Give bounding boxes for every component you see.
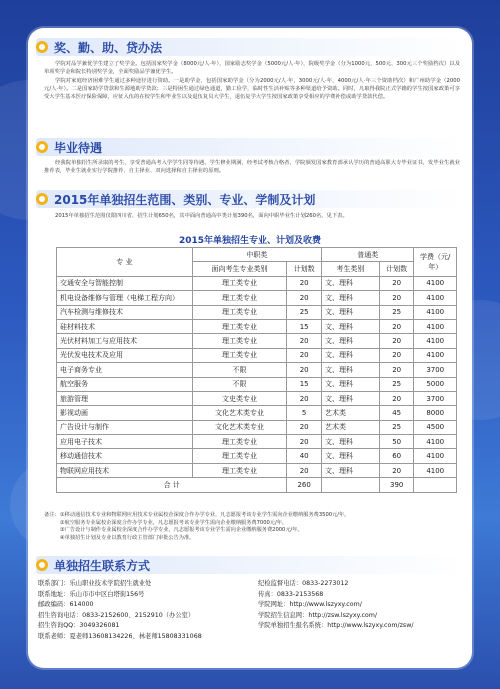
cell-voc-plan: 20: [287, 348, 322, 362]
note-item: 备注: ①移动通信技术专业和物联网应用技术专业属校企深度合作办学专业，凡志愿报考该专业学生需向企业缴纳服务费3500元/年。: [44, 512, 350, 518]
contact-department: 联系部门：乐山职业技术学院招生就业处: [38, 580, 152, 587]
cell-category: 理工类专业: [192, 334, 287, 348]
section-title-plan: 2015年单独招生范围、类别、专业、学制及计划: [36, 190, 315, 208]
contact-fax: 传真：0833-2153568: [258, 590, 324, 598]
cell-gen-plan: 20: [379, 363, 414, 377]
cell-subject: 文、理科: [321, 449, 379, 463]
total-voc-plan: 260: [287, 478, 322, 492]
cell-fee: 4100: [414, 334, 457, 348]
header-major: 专 业: [57, 248, 193, 277]
cell-subject: 艺术类: [321, 420, 379, 434]
cell-gen-plan: 20: [379, 291, 414, 305]
table-row: [57, 391, 457, 405]
cell-subject: 文、理科: [321, 319, 379, 333]
cell-category: 理工类专业: [192, 305, 287, 319]
bullet-icon: [36, 41, 48, 53]
note-item: ④单独招生计划及专业以教育行政主管部门审批公告为准。: [60, 534, 195, 541]
table-row: [57, 363, 457, 377]
cell-gen-plan: 20: [379, 391, 414, 405]
cell-voc-plan: 20: [287, 435, 322, 449]
contact-qq: 招生咨询QQ：3049326081: [38, 622, 120, 629]
table-row: [57, 305, 457, 319]
cell-gen-plan: 20: [379, 319, 414, 333]
contact-admission-site[interactable]: 学院招生信息网：http://zsw.lszyxy.com/: [258, 611, 378, 619]
cell-subject: 文、理科: [321, 391, 379, 405]
cell-category: 理工类专业: [192, 463, 287, 477]
cell-fee: 4100: [414, 435, 457, 449]
contact-postcode: 邮政编码：614000: [38, 601, 94, 608]
table-notes: [44, 512, 464, 542]
cell-subject: 文、理科: [321, 334, 379, 348]
header-general: 普通类: [321, 248, 414, 262]
cell-major: 硅材料技术: [57, 319, 193, 333]
header-vocational: 中职类: [192, 248, 321, 262]
table-row: [57, 463, 457, 477]
cell-category: 不限: [192, 377, 287, 391]
cell-major: 交通安全与智能控制: [57, 276, 193, 290]
cell-major: 应用电子技术: [57, 435, 193, 449]
note-item: ②航空服务专业属校企深度合作办学专业，凡志愿报考该专业学生需向企业缴纳服务费7000元/年。: [60, 519, 288, 526]
table-row: [57, 435, 457, 449]
cell-major: 汽车检测与维修技术: [57, 305, 193, 319]
cell-category: 理工类专业: [192, 449, 287, 463]
cell-voc-plan: 40: [287, 449, 322, 463]
table-row: [57, 377, 457, 391]
cell-category: 不限: [192, 363, 287, 377]
section-title-aid: 奖、勤、助、贷办法: [36, 38, 162, 56]
cell-voc-plan: 20: [287, 291, 322, 305]
cell-gen-plan: 20: [379, 348, 414, 362]
section-title-contact: 单独招生联系方式: [36, 556, 150, 574]
cell-major: 机电设备维修与管理（电梯工程方向）: [57, 291, 193, 305]
cell-major: 物联网应用技术: [57, 463, 193, 477]
cell-major: 光伏发电技术及应用: [57, 348, 193, 362]
cell-gen-plan: 25: [379, 377, 414, 391]
cell-voc-plan: 15: [287, 319, 322, 333]
cell-gen-plan: 20: [379, 276, 414, 290]
cell-category: 文史类专业: [192, 391, 287, 405]
cell-category: 文化艺术类专业: [192, 406, 287, 420]
plan-text: 2015年单独招生范围仅限四川省，招生计划650名，其中面向普通高中类计划390名，面向中职毕业生计划260名，见下表。: [55, 213, 348, 219]
header-voc-plan: 计划数: [287, 262, 322, 276]
cell-voc-plan: 20: [287, 420, 322, 434]
cell-subject: 文、理科: [321, 363, 379, 377]
cell-category: 理工类专业: [192, 291, 287, 305]
header-fee: 学费（元/年）: [414, 248, 457, 277]
cell-fee: 4100: [414, 319, 457, 333]
aid-text: 学院对品学兼优学生建立了奖学金。包括国家奖学金（8000元/人·年），国家励志奖学金（5000元/人·年），院级奖学金（分为1000元、500元、300元三个奖励档次）以及单项奖学金和院长特别奖学金，全面奖励品学兼优学生。 学院对家庭经济困难学生通过多种途径进行资助。一是助学金，包括国家助学金（分为2000元/人·年，3000元/人·年，4000元/人·年三个资助档次）和广州助学金（2000元/人·年）。二是国家助学贷款和生源地助学贷款；三是特困生通过绿色通道，勤工俭学，临时性生活补贴等多种渠道给予资助。同时，凡取得我院正式学籍的学生按国家政策可享受大学生基本医疗保险保障，应征入伍的在校学生和毕业生以及退伍复员大学生，退伍复学大学生按国家政策享受相应的学费补偿或助学贷款代偿。: [44, 61, 460, 101]
cell-subject: 文、理科: [321, 463, 379, 477]
cell-gen-plan: 60: [379, 449, 414, 463]
cell-voc-plan: 20: [287, 391, 322, 405]
cell-fee: 4100: [414, 276, 457, 290]
cell-fee: 4100: [414, 291, 457, 305]
contact-left: [38, 579, 258, 642]
cell-fee: 5000: [414, 377, 457, 391]
cell-voc-plan: 20: [287, 463, 322, 477]
cell-subject: 文、理科: [321, 276, 379, 290]
cell-voc-plan: 20: [287, 276, 322, 290]
cell-subject: 文、理科: [321, 435, 379, 449]
cell-major: 电子商务专业: [57, 363, 193, 377]
cell-fee: 3700: [414, 391, 457, 405]
total-gen-plan: 390: [379, 478, 414, 492]
graduation-text: 经我院单独招生所录取的考生，享受普通高考入学学生同等待遇。学生修业期满，经考试考核合格者，学院颁发国家教育部承认学历的普通高职大专毕业证书，发毕业生就业推荐表，毕业生就业实行学院推荐、自主择业、双向选择和自主择业的原则。: [44, 160, 460, 175]
table-header-row: [57, 248, 457, 262]
table-row: [57, 276, 457, 290]
cell-subject: 文、理科: [321, 377, 379, 391]
cell-fee: 4100: [414, 463, 457, 477]
table-row: [57, 334, 457, 348]
contact-teachers: 联系老师：夏老师13608134226、林老师15808331068: [38, 632, 202, 640]
cell-fee: 8000: [414, 406, 457, 420]
table-row: [57, 348, 457, 362]
table-row: [57, 319, 457, 333]
contact-address: 联系地址：乐山市市中区白塔街156号: [38, 590, 145, 598]
cell-gen-plan: 25: [379, 305, 414, 319]
header-category: 面向考生专业类别: [192, 262, 287, 276]
bullet-icon: [36, 559, 48, 571]
cell-category: 理工类专业: [192, 348, 287, 362]
total-label: 合 计: [57, 478, 287, 492]
brochure-card: [28, 28, 472, 668]
cell-major: 广告设计与制作: [57, 420, 193, 434]
fee-table: [56, 247, 457, 493]
cell-gen-plan: 20: [379, 334, 414, 348]
cell-gen-plan: 25: [379, 420, 414, 434]
table-row: [57, 406, 457, 420]
cell-fee: 3700: [414, 363, 457, 377]
bullet-icon: [36, 193, 48, 205]
total-empty: [414, 478, 457, 492]
total-empty: [321, 478, 379, 492]
contact-phone: 招生咨询电话：0833-2152600、2152910（办公室）: [38, 611, 195, 619]
header-subject: 考生类别: [321, 262, 379, 276]
section-title-graduation: 毕业待遇: [36, 138, 102, 156]
cell-category: 理工类专业: [192, 435, 287, 449]
cell-subject: 艺术类: [321, 406, 379, 420]
cell-gen-plan: 50: [379, 435, 414, 449]
cell-voc-plan: 20: [287, 334, 322, 348]
cell-subject: 文、理科: [321, 305, 379, 319]
note-item: ③广告设计与制作专业属校企深度合作办学专业，凡志愿报考该专业学生需向企业缴纳服务费2000元/年。: [60, 527, 303, 533]
cell-voc-plan: 25: [287, 305, 322, 319]
contact-supervision-phone: 纪检监督电话：0833-2273012: [258, 580, 349, 587]
table-row: [57, 449, 457, 463]
cell-subject: 文、理科: [321, 291, 379, 305]
cell-fee: 4100: [414, 305, 457, 319]
cell-fee: 4500: [414, 420, 457, 434]
cell-category: 理工类专业: [192, 319, 287, 333]
cell-gen-plan: 45: [379, 406, 414, 420]
cell-fee: 4100: [414, 348, 457, 362]
table-title: 2015年单独招生专业、计划及收费: [178, 236, 322, 246]
contact-right: [258, 579, 468, 632]
contact-website[interactable]: 学院网址：http://www.lszyxy.com/: [258, 601, 362, 608]
cell-voc-plan: 15: [287, 377, 322, 391]
cell-major: 影视动画: [57, 406, 193, 420]
cell-gen-plan: 20: [379, 463, 414, 477]
header-gen-plan: 计划数: [379, 262, 414, 276]
cell-major: 光伏材料加工与应用技术: [57, 334, 193, 348]
cell-major: 旅游管理: [57, 391, 193, 405]
cell-subject: 文、理科: [321, 348, 379, 362]
cell-voc-plan: 20: [287, 363, 322, 377]
contact-registration-site[interactable]: 学院单独招生报名系统：http://www.lszyxy.com/zsw/: [258, 622, 414, 629]
cell-fee: 4100: [414, 449, 457, 463]
cell-major: 移动通信技术: [57, 449, 193, 463]
cell-voc-plan: 5: [287, 406, 322, 420]
cell-major: 航空服务: [57, 377, 193, 391]
bullet-icon: [36, 141, 48, 153]
table-total-row: [57, 478, 457, 492]
cell-category: 文化艺术类专业: [192, 420, 287, 434]
table-row: [57, 420, 457, 434]
table-row: [57, 291, 457, 305]
cell-category: 理工类专业: [192, 276, 287, 290]
